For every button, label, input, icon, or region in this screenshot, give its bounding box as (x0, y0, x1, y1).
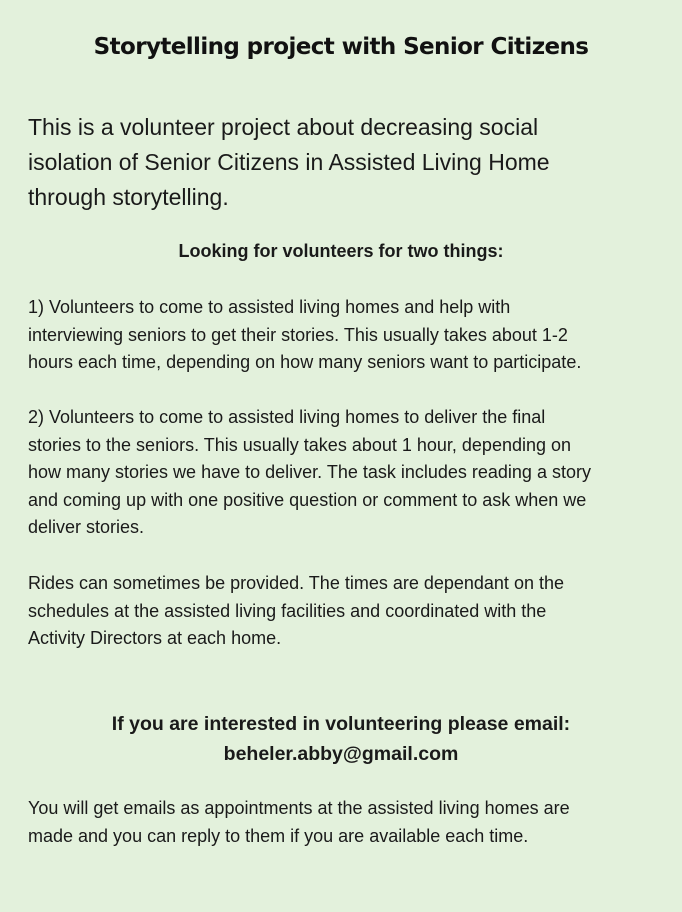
text-line: how many stories we have to deliver. The task includes reading a story (28, 462, 591, 482)
text-line: You will get emails as appointments at the assisted living homes are (28, 798, 570, 818)
text-line: 1) Volunteers to come to assisted living homes and help with (28, 297, 511, 317)
volunteer-item-2 (28, 404, 668, 542)
text-line: and coming up with one positive question or comment to ask when we (28, 489, 587, 510)
text-line: schedules at the assisted living facilities and coordinated with the (28, 600, 547, 621)
text-line: Activity Directors at each home. (28, 628, 282, 648)
text-line: made and you can reply to them if you are available each time. (28, 825, 529, 846)
text-line: hours each time, depending on how many seniors want to participate. (28, 352, 582, 372)
text-line: deliver stories. (28, 517, 145, 537)
contact-prompt: If you are interested in volunteering please email: (111, 713, 571, 735)
rides-paragraph (28, 570, 668, 653)
contact-email: beheler.abby@gmail.com (223, 743, 459, 765)
text-line: This is a volunteer project about decreasing social (28, 114, 539, 140)
closing-paragraph (28, 795, 668, 850)
text-line: stories to the seniors. This usually takes about 1 hour, depending on (28, 434, 572, 455)
intro-paragraph (28, 110, 668, 215)
text-line: Rides can sometimes be provided. The times are dependant on the (28, 573, 564, 593)
text-line: 2) Volunteers to come to assisted living homes to deliver the final (28, 407, 546, 427)
text-line: isolation of Senior Citizens in Assisted Living Home (28, 149, 550, 175)
volunteer-item-1 (28, 294, 668, 377)
page-title: Storytelling project with Senior Citizens (93, 34, 589, 60)
section-heading: Looking for volunteers for two things: (178, 241, 504, 261)
contact-block (0, 709, 682, 769)
text-line: interviewing seniors to get their stories. This usually takes about 1-2 (28, 324, 568, 345)
text-line: through storytelling. (28, 184, 229, 210)
